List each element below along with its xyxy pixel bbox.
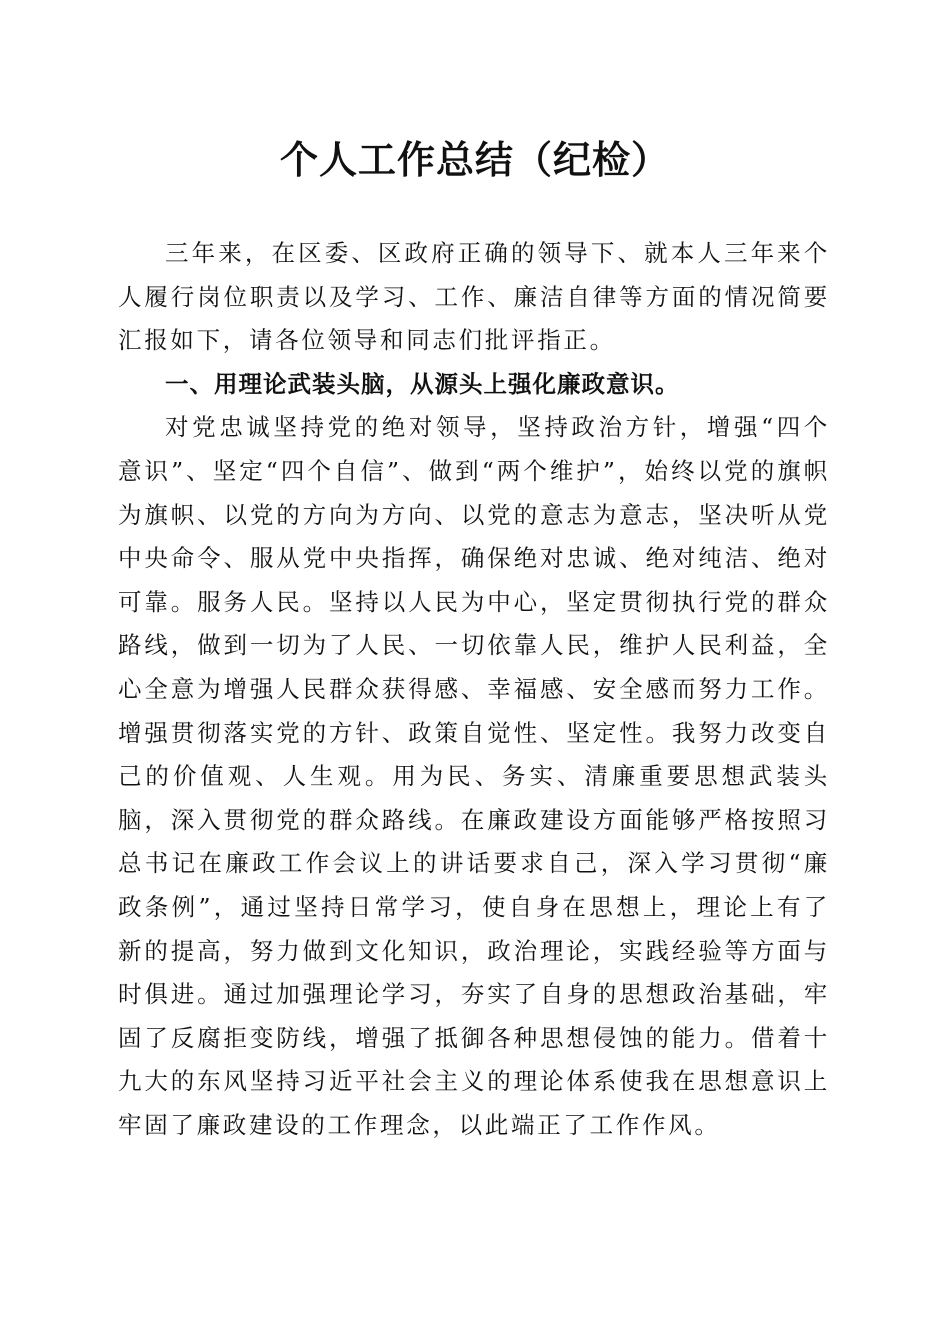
document-title: 个人工作总结（纪检） bbox=[279, 137, 670, 182]
intro-paragraph: 三年来，在区委、区政府正确的领导下、就本人三年来个人履行岗位职责以及学习、工作、廉洁自律等方面的情况简要汇报如下，请各位领导和同志们批评指正。 bbox=[118, 239, 830, 355]
document-body bbox=[118, 232, 830, 1147]
section-heading: 一、用理论武装头脑，从源头上强化廉政意识。 bbox=[165, 369, 680, 398]
section-paragraph: 对党忠诚坚持党的绝对领导，坚持政治方针，增强“四个意识”、坚定“四个自信”、做到“两个维护”，始终以党的旗帜为旗帜、以党的方向为方向、以党的意志为意志，坚决听从党中央命令、服从党中央指挥，确保绝对忠诚、绝对纯洁、绝对可靠。服务人民。坚持以人民为中心，坚定贯彻执行党的群众路线，做到一切为了人民、一切依靠人民，维护人民利益，全心全意为增强人民群众获得感、幸福感、安全感而努力工作。增强贯彻落实党的方针、政策自觉性、坚定性。我努力改变自己的价值观、人生观。用为民、务实、清廉重要思想武装头脑，深入贯彻党的群众路线。在廉政建设方面能够严格按照习总书记在廉政工作会议上的讲话要求自己，深入学习贯彻“廉政条例”，通过坚持日常学习，使自身在思想上，理论上有了新的提高，努力做到文化知识，政治理论，实践经验等方面与时俱进。通过加强理论学习，夯实了自身的思想政治基础，牢固了反腐拒变防线，增强了抵御各种思想侵蚀的能力。借着十九大的东风坚持习近平社会主义的理论体系使我在思想意识上牢固了廉政建设的工作理念，以此端正了工作作风。 bbox=[118, 413, 830, 1139]
